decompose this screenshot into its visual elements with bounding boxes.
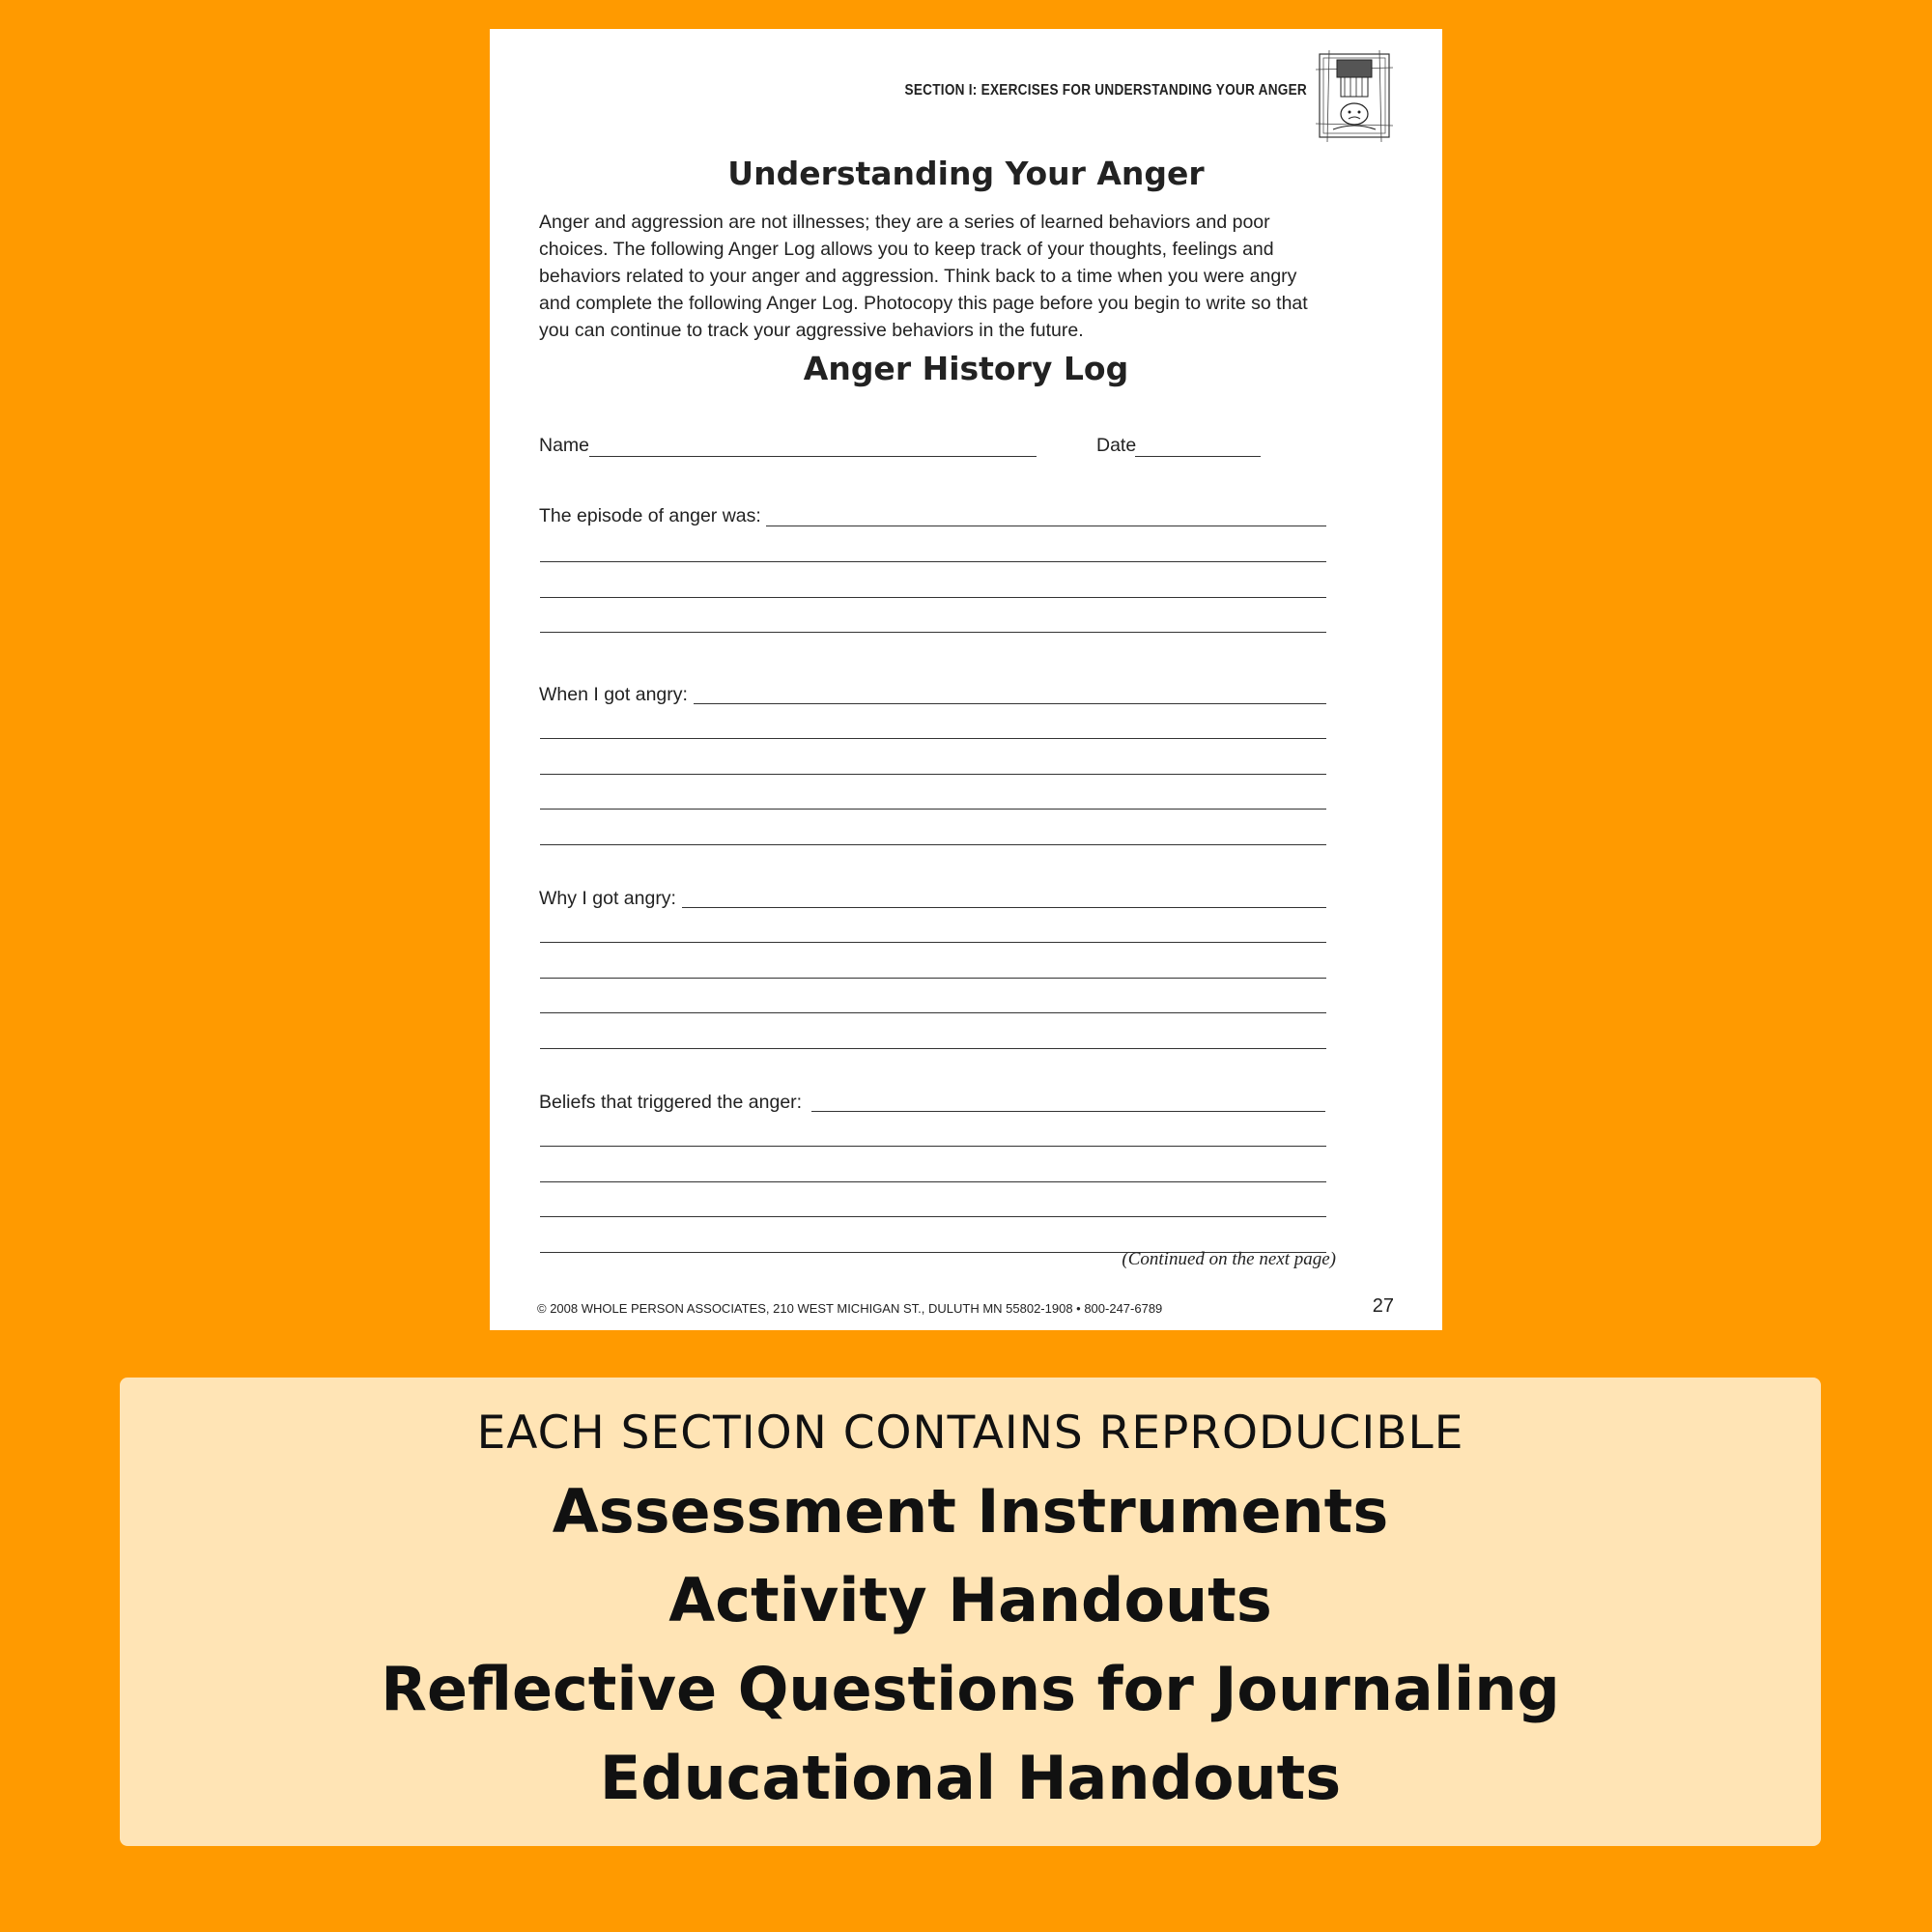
when-line[interactable] (540, 738, 1326, 739)
banner-item: Educational Handouts (599, 1743, 1342, 1813)
episode-prompt: The episode of anger was: (539, 505, 761, 526)
why-line[interactable] (682, 907, 1326, 908)
episode-line[interactable] (540, 632, 1326, 633)
episode-line[interactable] (540, 561, 1326, 562)
worksheet-page (490, 29, 1442, 1330)
beliefs-line[interactable] (811, 1111, 1325, 1112)
log-title: Anger History Log (803, 350, 1129, 387)
section-header: SECTION I: EXERCISES FOR UNDERSTANDING YOUR ANGER (904, 82, 1307, 99)
worksheet-title: Understanding Your Anger (727, 155, 1205, 192)
why-line[interactable] (540, 1012, 1326, 1013)
name-line[interactable] (589, 456, 1037, 457)
why-line[interactable] (540, 942, 1326, 943)
when-prompt: When I got angry: (539, 684, 688, 705)
banner-kicker: EACH SECTION CONTAINS REPRODUCIBLE (476, 1406, 1464, 1460)
intro-line: choices. The following Anger Log allows you to keep track of your thoughts, feelings and (539, 239, 1274, 260)
continued-note: (Continued on the next page) (1122, 1249, 1336, 1269)
page-number: 27 (1372, 1295, 1394, 1317)
when-line[interactable] (540, 844, 1326, 845)
cartoon-illustration-icon (1316, 50, 1393, 142)
beliefs-line[interactable] (540, 1216, 1326, 1217)
why-line[interactable] (540, 1048, 1326, 1049)
date-label: Date (1096, 435, 1137, 456)
beliefs-line[interactable] (540, 1146, 1326, 1147)
intro-line: you can continue to track your aggressive behaviors in the future. (539, 320, 1084, 341)
intro-line: and complete the following Anger Log. Photocopy this page before you begin to write so that (539, 293, 1308, 314)
episode-line[interactable] (540, 597, 1326, 598)
why-prompt: Why I got angry: (539, 888, 676, 909)
when-line[interactable] (540, 809, 1326, 810)
feature-banner (120, 1378, 1821, 1846)
when-line[interactable] (540, 774, 1326, 775)
banner-item: Assessment Instruments (552, 1476, 1389, 1547)
beliefs-prompt: Beliefs that triggered the anger: (539, 1092, 803, 1113)
name-label: Name (539, 435, 590, 456)
intro-line: Anger and aggression are not illnesses; they are a series of learned behaviors and poor (539, 212, 1270, 233)
beliefs-line[interactable] (540, 1181, 1326, 1182)
when-line[interactable] (694, 703, 1326, 704)
why-line[interactable] (540, 978, 1326, 979)
banner-item: Reflective Questions for Journaling (381, 1654, 1560, 1724)
intro-paragraph (539, 209, 1341, 344)
intro-line: behaviors related to your anger and aggression. Think back to a time when you were angry (539, 266, 1297, 287)
banner-item: Activity Handouts (668, 1565, 1272, 1635)
date-line[interactable] (1135, 456, 1261, 457)
copyright-footer: © 2008 WHOLE PERSON ASSOCIATES, 210 WEST MICHIGAN ST., DULUTH MN 55802-1908 • 800-247-6789 (537, 1301, 1163, 1316)
